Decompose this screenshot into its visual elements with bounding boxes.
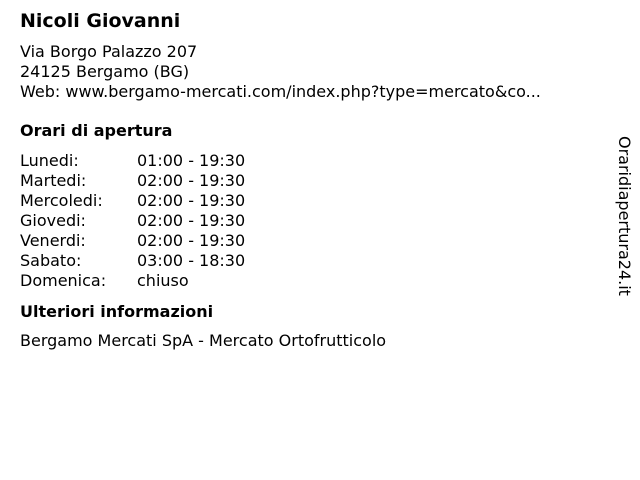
business-card bbox=[20, 8, 610, 351]
hours-row-friday bbox=[20, 231, 610, 251]
time-value: 03:00 - 18:30 bbox=[137, 251, 246, 270]
opening-hours-title: Orari di apertura bbox=[20, 121, 173, 140]
day-label: Venerdi: bbox=[20, 231, 86, 250]
hours-row-wednesday bbox=[20, 191, 610, 211]
day-label: Lunedi: bbox=[20, 151, 79, 170]
time-value: 02:00 - 19:30 bbox=[137, 231, 246, 250]
hours-row-saturday bbox=[20, 251, 610, 271]
day-label: Sabato: bbox=[20, 251, 82, 270]
time-value: 01:00 - 19:30 bbox=[137, 151, 246, 170]
website-link[interactable]: Web: www.bergamo-mercati.com/index.php?type=mercato&co... bbox=[20, 82, 541, 101]
additional-info-title: Ulteriori informazioni bbox=[20, 302, 214, 321]
business-name: Nicoli Giovanni bbox=[20, 10, 181, 32]
time-value: chiuso bbox=[137, 271, 189, 290]
day-label: Mercoledi: bbox=[20, 191, 103, 210]
time-value: 02:00 - 19:30 bbox=[137, 211, 246, 230]
opening-hours-list bbox=[20, 151, 610, 291]
hours-row-thursday bbox=[20, 211, 610, 231]
day-label: Giovedi: bbox=[20, 211, 86, 230]
hours-row-monday bbox=[20, 151, 610, 171]
hours-row-tuesday bbox=[20, 171, 610, 191]
address-city: 24125 Bergamo (BG) bbox=[20, 62, 190, 81]
hours-row-sunday bbox=[20, 271, 610, 291]
day-label: Domenica: bbox=[20, 271, 107, 290]
time-value: 02:00 - 19:30 bbox=[137, 171, 246, 190]
site-watermark: Oraridiapertura24.it bbox=[615, 136, 634, 296]
address-street: Via Borgo Palazzo 207 bbox=[20, 42, 198, 61]
time-value: 02:00 - 19:30 bbox=[137, 191, 246, 210]
day-label: Martedi: bbox=[20, 171, 87, 190]
additional-info-text: Bergamo Mercati SpA - Mercato Ortofrutticolo bbox=[20, 331, 387, 350]
